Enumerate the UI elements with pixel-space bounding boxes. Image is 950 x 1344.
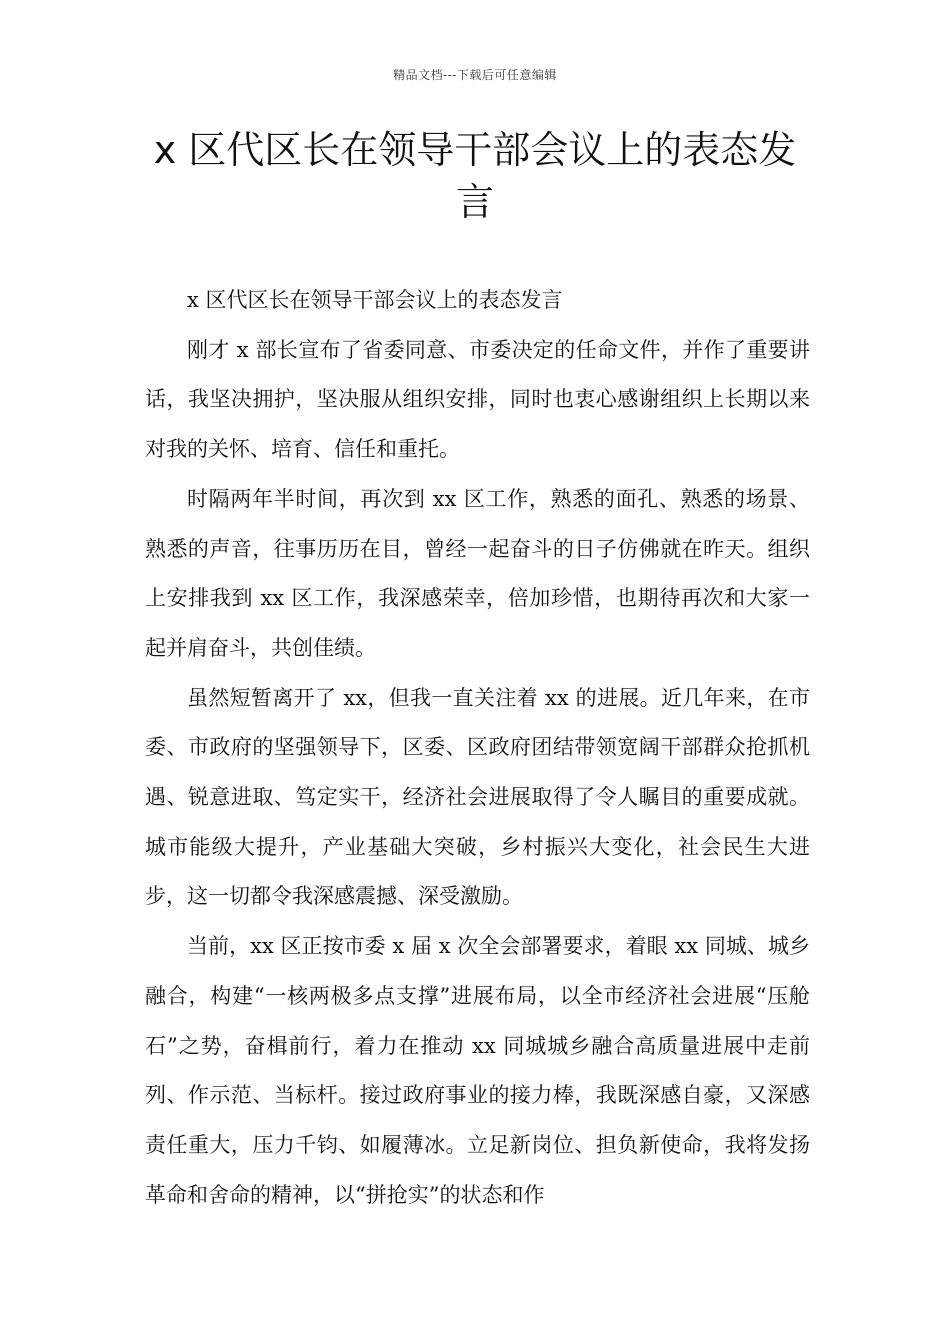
body-paragraph: 时隔两年半时间，再次到 xx 区工作，熟悉的面孔、熟悉的场景、熟悉的声音，往事历历在目，曾经一起奋斗的日子仿佛就在昨天。组织上安排我到 xx 区工作，我深感荣幸，倍加珍惜，也期待再次和大家一起并肩奋斗，共创佳绩。: [145, 486, 810, 660]
body-paragraph: 虽然短暂离开了 xx，但我一直关注着 xx 的进展。近几年来，在市委、市政府的坚强领导下，区委、区政府团结带领宽阔干部群众抢抓机遇、锐意进取、笃定实干，经济社会进展取得了令人瞩目的重要成就。城市能级大提升，产业基础大突破，乡村振兴大变化，社会民生大进步，这一切都令我深感震撼、深受激励。: [145, 685, 810, 909]
body-paragraph: x 区代区长在领导干部会议上的表态发言: [187, 288, 563, 312]
body-paragraph: 刚才 x 部长宣布了省委同意、市委决定的任命文件，并作了重要讲话，我坚决拥护，坚决服从组织安排，同时也衷心感谢组织上长期以来对我的关怀、培育、信任和重托。: [145, 337, 810, 462]
document-title: x 区代区长在领导干部会议上的表态发言: [153, 128, 797, 224]
header-note: 精品文档---下载后可任意编辑: [393, 68, 557, 82]
document-body: [145, 276, 810, 1220]
body-paragraph: 当前，xx 区正按市委 x 届 x 次全会部署要求，着眼 xx 同城、城乡融合，构建“一核两极多点支撑”进展布局，以全市经济社会进展“压舱石”之势，奋楫前行，着力在推动 xx 同城城乡融合高质量进展中走前列、作示范、当标杆。接过政府事业的接力棒，我既深感自豪，又深感责任重大，压力千钧、如履薄冰。立足新岗位、担负新使命，我将发扬革命和舍命的精神，以“拼抢实”的状态和作: [145, 934, 810, 1207]
